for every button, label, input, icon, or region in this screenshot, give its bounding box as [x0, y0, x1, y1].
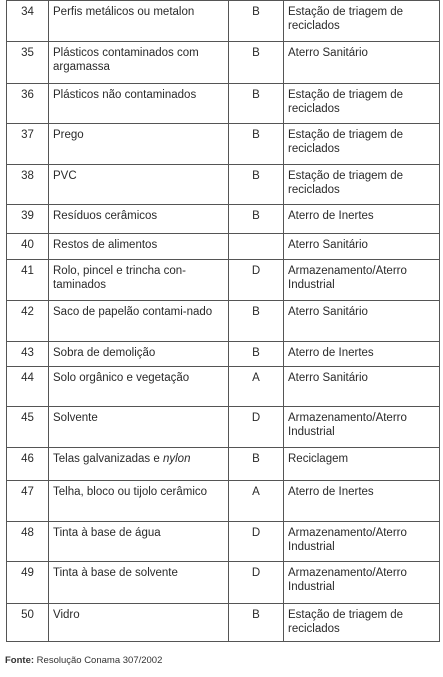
- waste-class: [229, 234, 284, 260]
- table-row: [7, 481, 440, 522]
- waste-class: D: [229, 522, 284, 562]
- waste-name: Saco de papelão contami-nado: [49, 301, 229, 342]
- table-row: [7, 260, 440, 301]
- destination: Armazenamento/Aterro Industrial: [284, 522, 440, 562]
- waste-name: Resíduos cerâmicos: [49, 205, 229, 234]
- item-number: 43: [7, 342, 49, 367]
- waste-name: Perfis metálicos ou metalon: [49, 1, 229, 42]
- source-text: Resolução Conama 307/2002: [34, 655, 163, 666]
- waste-name: Plásticos contaminados com argamassa: [49, 42, 229, 84]
- waste-class: A: [229, 367, 284, 407]
- waste-class: B: [229, 604, 284, 642]
- destination: Estação de triagem de reciclados: [284, 1, 440, 42]
- table-row: [7, 1, 440, 42]
- item-number: 37: [7, 124, 49, 165]
- waste-class: B: [229, 301, 284, 342]
- waste-name: [49, 448, 229, 481]
- source-label: Fonte:: [5, 655, 35, 666]
- item-number: 46: [7, 448, 49, 481]
- waste-class: B: [229, 42, 284, 84]
- waste-table-container: [6, 0, 439, 642]
- waste-class: B: [229, 165, 284, 205]
- waste-class: D: [229, 562, 284, 604]
- table-row: [7, 604, 440, 642]
- table-row: [7, 301, 440, 342]
- item-number: 50: [7, 604, 49, 642]
- destination: Armazenamento/Aterro Industrial: [284, 260, 440, 301]
- destination: Estação de triagem de reciclados: [284, 165, 440, 205]
- destination: Aterro de Inertes: [284, 205, 440, 234]
- table-row: [7, 234, 440, 260]
- waste-name: PVC: [49, 165, 229, 205]
- item-number: 40: [7, 234, 49, 260]
- waste-name: Solo orgânico e vegetação: [49, 367, 229, 407]
- waste-name: Solvente: [49, 407, 229, 448]
- item-number: 49: [7, 562, 49, 604]
- item-number: 48: [7, 522, 49, 562]
- item-number: 41: [7, 260, 49, 301]
- waste-class: A: [229, 481, 284, 522]
- waste-class: D: [229, 260, 284, 301]
- table-row: [7, 448, 440, 481]
- waste-name: Tinta à base de solvente: [49, 562, 229, 604]
- item-number: 44: [7, 367, 49, 407]
- waste-name: Restos de alimentos: [49, 234, 229, 260]
- table-row: [7, 42, 440, 84]
- destination: Aterro Sanitário: [284, 234, 440, 260]
- item-number: 34: [7, 1, 49, 42]
- item-number: 45: [7, 407, 49, 448]
- waste-name-italic: nylon: [162, 453, 191, 465]
- table-row: [7, 342, 440, 367]
- destination: Armazenamento/Aterro Industrial: [284, 562, 440, 604]
- item-number: 42: [7, 301, 49, 342]
- source-note: [5, 655, 162, 666]
- destination: Aterro Sanitário: [284, 367, 440, 407]
- item-number: 35: [7, 42, 49, 84]
- waste-class: B: [229, 342, 284, 367]
- destination: Estação de triagem de reciclados: [284, 84, 440, 124]
- waste-name: Plásticos não contaminados: [49, 84, 229, 124]
- table-row: [7, 205, 440, 234]
- waste-class: B: [229, 205, 284, 234]
- table-row: [7, 562, 440, 604]
- waste-name: Sobra de demolição: [49, 342, 229, 367]
- item-number: 39: [7, 205, 49, 234]
- item-number: 38: [7, 165, 49, 205]
- waste-class: B: [229, 124, 284, 165]
- destination: Aterro de Inertes: [284, 342, 440, 367]
- table-row: [7, 84, 440, 124]
- item-number: 36: [7, 84, 49, 124]
- table-row: [7, 407, 440, 448]
- waste-name: Tinta à base de água: [49, 522, 229, 562]
- table-row: [7, 124, 440, 165]
- destination: Aterro Sanitário: [284, 301, 440, 342]
- table-row: [7, 367, 440, 407]
- waste-name: Vidro: [49, 604, 229, 642]
- waste-class: D: [229, 407, 284, 448]
- destination: Estação de triagem de reciclados: [284, 124, 440, 165]
- destination: Estação de triagem de reciclados: [284, 604, 440, 642]
- waste-name: Prego: [49, 124, 229, 165]
- table-row: [7, 165, 440, 205]
- waste-class: B: [229, 448, 284, 481]
- destination: Aterro Sanitário: [284, 42, 440, 84]
- destination: Aterro de Inertes: [284, 481, 440, 522]
- waste-name-text: Telas galvanizadas e: [53, 453, 163, 465]
- waste-class: B: [229, 84, 284, 124]
- waste-name: Telha, bloco ou tijolo cerâmico: [49, 481, 229, 522]
- destination: Armazenamento/Aterro Industrial: [284, 407, 440, 448]
- destination: Reciclagem: [284, 448, 440, 481]
- waste-class: B: [229, 1, 284, 42]
- waste-name: Rolo, pincel e trincha con-taminados: [49, 260, 229, 301]
- waste-classification-table: [6, 0, 440, 642]
- table-body: [7, 1, 440, 642]
- table-row: [7, 522, 440, 562]
- item-number: 47: [7, 481, 49, 522]
